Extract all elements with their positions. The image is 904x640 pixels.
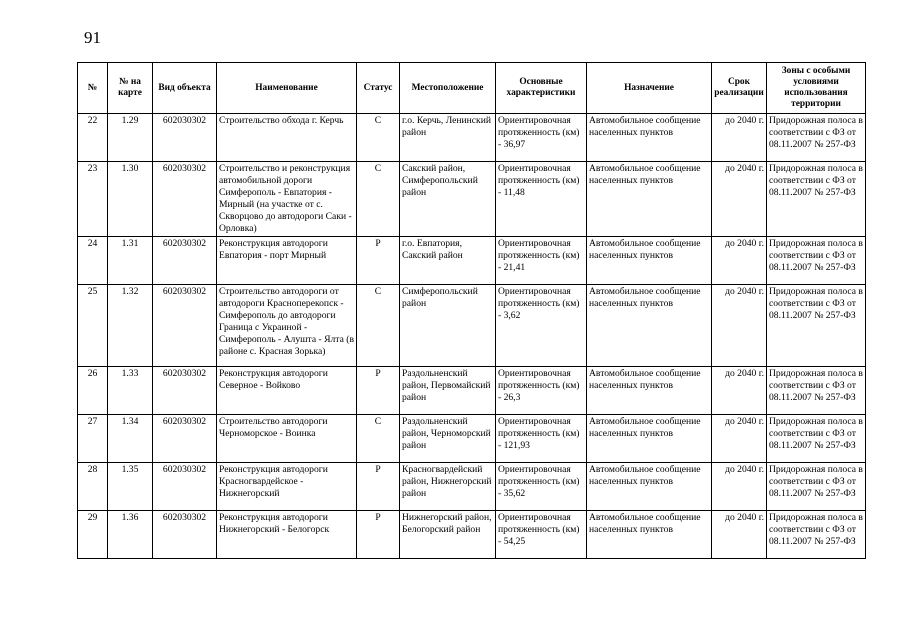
header-map-num: № на карте: [108, 63, 153, 114]
header-characteristics: Основные характеристики: [496, 63, 587, 114]
table-row: [78, 463, 866, 511]
row-term: до 2040 г.: [712, 511, 767, 559]
row-zone: Придорожная полоса в соответствии с ФЗ от 08.11.2007 № 257-ФЗ: [767, 285, 866, 367]
table-row: [78, 415, 866, 463]
row-object-type: 602030302: [153, 367, 217, 415]
row-term: до 2040 г.: [712, 367, 767, 415]
row-object-type: 602030302: [153, 285, 217, 367]
row-characteristics: Ориентировочная протяженность (км) - 35,62: [496, 463, 587, 511]
row-characteristics: Ориентировочная протяженность (км) - 26,3: [496, 367, 587, 415]
row-purpose: Автомобильное сообщение населенных пунктов: [587, 511, 712, 559]
row-characteristics: Ориентировочная протяженность (км) - 11,48: [496, 162, 587, 237]
header-object-type: Вид объекта: [153, 63, 217, 114]
row-num: 27: [78, 415, 108, 463]
header-term: Срок реализации: [712, 63, 767, 114]
row-name: Реконструкция автодороги Нижнегорский - Белогорск: [217, 511, 357, 559]
row-location: г.о. Керчь, Ленинский район: [400, 114, 496, 162]
row-status: Р: [357, 237, 400, 285]
row-map-num: 1.34: [108, 415, 153, 463]
row-map-num: 1.32: [108, 285, 153, 367]
row-status: Р: [357, 463, 400, 511]
row-term: до 2040 г.: [712, 463, 767, 511]
row-characteristics: Ориентировочная протяженность (км) - 36,97: [496, 114, 587, 162]
row-num: 29: [78, 511, 108, 559]
header-location: Местоположение: [400, 63, 496, 114]
row-location: Раздольненский район, Черноморский район: [400, 415, 496, 463]
table-row: [78, 162, 866, 237]
row-name: Строительство автодороги Черноморское - Воинка: [217, 415, 357, 463]
row-term: до 2040 г.: [712, 285, 767, 367]
row-location: Нижнегорский район, Белогорский район: [400, 511, 496, 559]
row-object-type: 602030302: [153, 162, 217, 237]
row-status: Р: [357, 367, 400, 415]
row-name: Реконструкция автодороги Красногвардейское - Нижнегорский: [217, 463, 357, 511]
row-zone: Придорожная полоса в соответствии с ФЗ от 08.11.2007 № 257-ФЗ: [767, 237, 866, 285]
row-num: 22: [78, 114, 108, 162]
row-map-num: 1.36: [108, 511, 153, 559]
row-map-num: 1.30: [108, 162, 153, 237]
row-purpose: Автомобильное сообщение населенных пунктов: [587, 237, 712, 285]
row-purpose: Автомобильное сообщение населенных пунктов: [587, 114, 712, 162]
row-num: 25: [78, 285, 108, 367]
row-status: С: [357, 114, 400, 162]
row-characteristics: Ориентировочная протяженность (км) - 54,25: [496, 511, 587, 559]
row-location: Красногвардейский район, Нижнегорский район: [400, 463, 496, 511]
row-object-type: 602030302: [153, 114, 217, 162]
row-purpose: Автомобильное сообщение населенных пунктов: [587, 415, 712, 463]
row-term: до 2040 г.: [712, 114, 767, 162]
row-object-type: 602030302: [153, 463, 217, 511]
table-row: [78, 285, 866, 367]
header-status: Статус: [357, 63, 400, 114]
row-purpose: Автомобильное сообщение населенных пунктов: [587, 162, 712, 237]
row-zone: Придорожная полоса в соответствии с ФЗ от 08.11.2007 № 257-ФЗ: [767, 162, 866, 237]
row-purpose: Автомобильное сообщение населенных пунктов: [587, 463, 712, 511]
row-object-type: 602030302: [153, 511, 217, 559]
row-object-type: 602030302: [153, 415, 217, 463]
row-map-num: 1.31: [108, 237, 153, 285]
row-status: Р: [357, 511, 400, 559]
row-map-num: 1.29: [108, 114, 153, 162]
row-term: до 2040 г.: [712, 415, 767, 463]
header-zones: Зоны с особыми условиями использования территории: [767, 63, 866, 114]
row-name: Строительство и реконструкция автомобильной дороги Симферополь - Евпатория - Мирный (на участке от с. Скворцово до автодороги Саки - Орловка): [217, 162, 357, 237]
row-term: до 2040 г.: [712, 237, 767, 285]
header-name: Наименование: [217, 63, 357, 114]
row-status: С: [357, 285, 400, 367]
row-name: Строительство обхода г. Керчь: [217, 114, 357, 162]
row-name: Реконструкция автодороги Евпатория - порт Мирный: [217, 237, 357, 285]
row-location: Раздольненский район, Первомайский район: [400, 367, 496, 415]
header-num: №: [78, 63, 108, 114]
table-row: [78, 511, 866, 559]
row-num: 23: [78, 162, 108, 237]
row-object-type: 602030302: [153, 237, 217, 285]
row-name: Строительство автодороги от автодороги Красноперекопск - Симферополь до автодороги Граница с Украиной - Симферополь - Алушта - Ялта (в районе с. Красная Зорька): [217, 285, 357, 367]
row-map-num: 1.35: [108, 463, 153, 511]
row-map-num: 1.33: [108, 367, 153, 415]
table-body: [78, 114, 866, 559]
row-zone: Придорожная полоса в соответствии с ФЗ от 08.11.2007 № 257-ФЗ: [767, 114, 866, 162]
table-row: [78, 114, 866, 162]
objects-table: [77, 62, 866, 559]
row-num: 24: [78, 237, 108, 285]
row-zone: Придорожная полоса в соответствии с ФЗ от 08.11.2007 № 257-ФЗ: [767, 511, 866, 559]
row-location: г.о. Евпатория, Сакский район: [400, 237, 496, 285]
page-number: 91: [84, 28, 101, 47]
row-characteristics: Ориентировочная протяженность (км) - 21,41: [496, 237, 587, 285]
table-row: [78, 237, 866, 285]
row-zone: Придорожная полоса в соответствии с ФЗ от 08.11.2007 № 257-ФЗ: [767, 367, 866, 415]
row-location: Симферопольский район: [400, 285, 496, 367]
row-num: 26: [78, 367, 108, 415]
row-characteristics: Ориентировочная протяженность (км) - 3,62: [496, 285, 587, 367]
row-term: до 2040 г.: [712, 162, 767, 237]
row-location: Сакский район, Симферопольский район: [400, 162, 496, 237]
row-purpose: Автомобильное сообщение населенных пунктов: [587, 285, 712, 367]
row-characteristics: Ориентировочная протяженность (км) - 121,93: [496, 415, 587, 463]
table-row: [78, 367, 866, 415]
row-num: 28: [78, 463, 108, 511]
row-status: С: [357, 415, 400, 463]
header-purpose: Назначение: [587, 63, 712, 114]
row-zone: Придорожная полоса в соответствии с ФЗ от 08.11.2007 № 257-ФЗ: [767, 463, 866, 511]
table-header-row: [78, 63, 866, 114]
row-name: Реконструкция автодороги Северное - Войково: [217, 367, 357, 415]
row-status: С: [357, 162, 400, 237]
row-zone: Придорожная полоса в соответствии с ФЗ от 08.11.2007 № 257-ФЗ: [767, 415, 866, 463]
row-purpose: Автомобильное сообщение населенных пунктов: [587, 367, 712, 415]
